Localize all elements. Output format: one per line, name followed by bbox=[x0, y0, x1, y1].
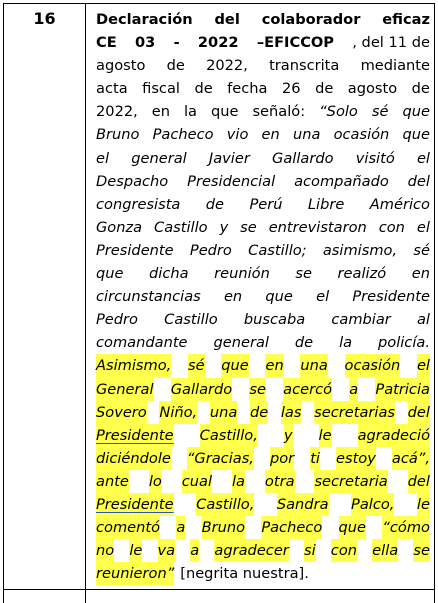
text-word: en bbox=[151, 103, 170, 121]
text-line bbox=[96, 54, 430, 77]
text-word: el bbox=[416, 218, 430, 236]
text-word: acta bbox=[96, 80, 128, 98]
text-word: al bbox=[416, 311, 430, 329]
text-word: secretaria bbox=[314, 470, 387, 493]
text-word: Bruno bbox=[202, 516, 245, 539]
text-line bbox=[96, 31, 430, 54]
text-word: Bruno bbox=[96, 126, 140, 144]
text-word: comandante bbox=[96, 334, 188, 352]
text-line bbox=[96, 239, 430, 262]
text-word: de bbox=[315, 80, 334, 98]
text-word: buscaba bbox=[243, 311, 306, 329]
text-line bbox=[96, 401, 430, 424]
text-word: Perú bbox=[249, 195, 283, 213]
text-word: por bbox=[270, 447, 294, 470]
text-word: una bbox=[292, 126, 321, 144]
text-word: dicha bbox=[149, 265, 189, 283]
text-word: Américo bbox=[369, 195, 430, 213]
row-bottom-border bbox=[4, 589, 434, 590]
text-word: reunieron” bbox=[96, 562, 174, 585]
text-word: Sandra bbox=[277, 493, 329, 516]
text-word: señaló: bbox=[252, 103, 306, 121]
text-word: Despacho bbox=[96, 172, 169, 190]
text-word: general bbox=[131, 149, 187, 167]
text-word: “Gracias, bbox=[187, 447, 254, 470]
text-word: le bbox=[129, 539, 142, 562]
text-word: circunstancias bbox=[96, 288, 201, 306]
text-word: va bbox=[158, 539, 176, 562]
text-line bbox=[96, 493, 430, 516]
text-word: de bbox=[205, 195, 225, 213]
text-word: a bbox=[176, 516, 185, 539]
text-word: Patricia bbox=[375, 378, 430, 401]
text-word: en bbox=[223, 288, 243, 306]
text-word: 03 bbox=[134, 34, 156, 52]
text-word: “cómo bbox=[382, 516, 430, 539]
text-word: con bbox=[331, 539, 357, 562]
text-word: de bbox=[166, 57, 185, 75]
text-word: la bbox=[339, 334, 353, 352]
text-word: que bbox=[402, 126, 430, 144]
text-line bbox=[96, 562, 430, 585]
text-word: ti bbox=[310, 447, 320, 470]
text-word: que bbox=[210, 103, 239, 121]
text-word: la bbox=[232, 470, 245, 493]
text-line bbox=[96, 193, 430, 216]
text-word: Gallardo bbox=[272, 149, 334, 167]
text-word: visitó bbox=[355, 149, 395, 167]
text-word: eficaz bbox=[382, 11, 430, 28]
text-line bbox=[96, 77, 430, 100]
text-word: que bbox=[339, 516, 367, 539]
text-word: Presidente bbox=[96, 241, 174, 259]
text-line bbox=[96, 8, 430, 31]
text-word: de bbox=[294, 334, 314, 352]
text-word: Pedro bbox=[189, 241, 232, 259]
text-word: se bbox=[249, 378, 266, 401]
text-word: y bbox=[284, 424, 293, 447]
text-word: vio bbox=[226, 126, 249, 144]
text-line bbox=[96, 331, 430, 354]
text-word: 26 bbox=[282, 80, 301, 98]
text-word: mediante bbox=[360, 57, 430, 75]
text-word: en bbox=[411, 265, 430, 283]
text-line bbox=[96, 354, 430, 377]
text-word: que bbox=[96, 265, 124, 283]
text-word: a bbox=[190, 539, 199, 562]
text-line bbox=[96, 262, 430, 285]
text-word: cambiar bbox=[331, 311, 391, 329]
text-word: diciéndole bbox=[96, 447, 171, 470]
text-word: Castillo, bbox=[196, 493, 254, 516]
text-word: agradeció bbox=[358, 424, 430, 447]
text-word: del bbox=[407, 172, 430, 190]
text-word: Libre bbox=[307, 195, 345, 213]
text-word: ante bbox=[96, 470, 129, 493]
text-word: sé bbox=[413, 241, 430, 259]
text-word: transcrita bbox=[269, 57, 340, 75]
text-word: ocasión bbox=[345, 354, 401, 377]
text-word: agradecer bbox=[214, 539, 288, 562]
text-line bbox=[96, 424, 430, 447]
text-word: agosto bbox=[347, 80, 398, 98]
text-line bbox=[96, 216, 430, 239]
text-line bbox=[96, 285, 430, 308]
text-word: y bbox=[219, 218, 229, 236]
text-word: Pedro bbox=[96, 311, 138, 329]
column-divider bbox=[85, 4, 86, 603]
text-word: Pacheco bbox=[261, 516, 322, 539]
text-word: CE bbox=[96, 34, 117, 52]
text-word: fecha bbox=[227, 80, 268, 98]
text-word: –EFICCOP bbox=[256, 34, 334, 52]
text-word: “Solo bbox=[319, 103, 358, 121]
text-word: le bbox=[417, 493, 430, 516]
text-word: que bbox=[402, 103, 430, 121]
text-word: Castillo, bbox=[200, 424, 258, 447]
text-line bbox=[96, 308, 430, 331]
text-word: que bbox=[221, 354, 249, 377]
text-word: - bbox=[173, 34, 180, 52]
text-word: Palco, bbox=[351, 493, 394, 516]
text-word: le bbox=[319, 424, 332, 447]
text-word: que bbox=[265, 288, 293, 306]
row-number: 16 bbox=[33, 9, 56, 28]
text-word: se bbox=[295, 265, 312, 283]
text-word: estoy bbox=[336, 447, 376, 470]
text-line bbox=[96, 447, 430, 470]
text-word: a bbox=[349, 378, 358, 401]
text-line bbox=[96, 539, 430, 562]
text-word: el bbox=[316, 288, 330, 306]
text-word: de bbox=[194, 80, 213, 98]
text-word: policía. bbox=[378, 334, 430, 352]
text-word: Castillo bbox=[154, 218, 208, 236]
text-word: de bbox=[250, 401, 268, 424]
text-word: del bbox=[214, 11, 240, 28]
text-word: la bbox=[183, 103, 197, 121]
text-word: agosto bbox=[96, 57, 146, 75]
text-word: el bbox=[416, 149, 430, 167]
text-word: Presidente bbox=[96, 424, 174, 447]
text-word: del bbox=[408, 470, 430, 493]
text-word: acompañado bbox=[294, 172, 389, 190]
text-word: general bbox=[213, 334, 269, 352]
text-word: una bbox=[300, 354, 327, 377]
text-word: acá”, bbox=[392, 447, 430, 470]
text-word: comentó bbox=[96, 516, 160, 539]
text-word: el bbox=[96, 149, 110, 167]
text-word: una bbox=[210, 401, 237, 424]
text-word: del bbox=[408, 401, 430, 424]
text-word: asimismo, bbox=[322, 241, 398, 259]
text-word: en bbox=[261, 126, 280, 144]
text-word: acercó bbox=[283, 378, 332, 401]
text-word: entrevistaron bbox=[268, 218, 367, 236]
text-word: fiscal bbox=[142, 80, 180, 98]
text-word: se bbox=[413, 539, 430, 562]
text-word: Declaración bbox=[96, 11, 193, 28]
text-word: no bbox=[96, 539, 114, 562]
text-word: las bbox=[281, 401, 302, 424]
text-line bbox=[96, 516, 430, 539]
text-word: ocasión bbox=[333, 126, 390, 144]
text-word: se bbox=[240, 218, 257, 236]
text-word: reunión bbox=[214, 265, 270, 283]
text-word: Javier bbox=[208, 149, 250, 167]
text-word: de bbox=[411, 80, 430, 98]
text-word: sé bbox=[371, 103, 389, 121]
text-line bbox=[96, 147, 430, 170]
text-word: sé bbox=[188, 354, 205, 377]
text-word: , del 11 de bbox=[352, 34, 430, 52]
text-word: realizó bbox=[337, 265, 387, 283]
text-word: Sovero bbox=[96, 401, 147, 424]
text-word: Presidente bbox=[96, 493, 174, 516]
document-table bbox=[3, 3, 435, 603]
text-word: con bbox=[378, 218, 405, 236]
text-word: el bbox=[417, 354, 430, 377]
text-word: 2022 bbox=[197, 34, 239, 52]
text-word: colaborador bbox=[261, 11, 361, 28]
text-line bbox=[96, 378, 430, 401]
text-word: ella bbox=[372, 539, 398, 562]
text-word: secretarias bbox=[314, 401, 395, 424]
text-line bbox=[96, 170, 430, 193]
text-word: 2022, bbox=[206, 57, 248, 75]
text-word: Pacheco bbox=[152, 126, 214, 144]
text-line bbox=[96, 123, 430, 146]
text-word: otra bbox=[265, 470, 295, 493]
row-content bbox=[96, 8, 430, 585]
text-word: Niño, bbox=[159, 401, 197, 424]
text-line bbox=[96, 100, 430, 123]
text-word: Gonza bbox=[96, 218, 143, 236]
text-line bbox=[96, 470, 430, 493]
text-word: congresista bbox=[96, 195, 181, 213]
text-word: cual bbox=[182, 470, 212, 493]
text-word: 2022, bbox=[96, 103, 138, 121]
text-word: Presidencial bbox=[187, 172, 276, 190]
text-word: General bbox=[96, 378, 154, 401]
text-word: si bbox=[304, 539, 316, 562]
text-word: Gallardo bbox=[171, 378, 233, 401]
text-word: Castillo bbox=[164, 311, 218, 329]
text-word: lo bbox=[149, 470, 162, 493]
text-word: Asimismo, bbox=[96, 354, 171, 377]
text-word: en bbox=[265, 354, 283, 377]
text-word: [negrita nuestra]. bbox=[180, 565, 309, 583]
text-word: Presidente bbox=[352, 288, 430, 306]
text-word: Castillo; bbox=[248, 241, 307, 259]
